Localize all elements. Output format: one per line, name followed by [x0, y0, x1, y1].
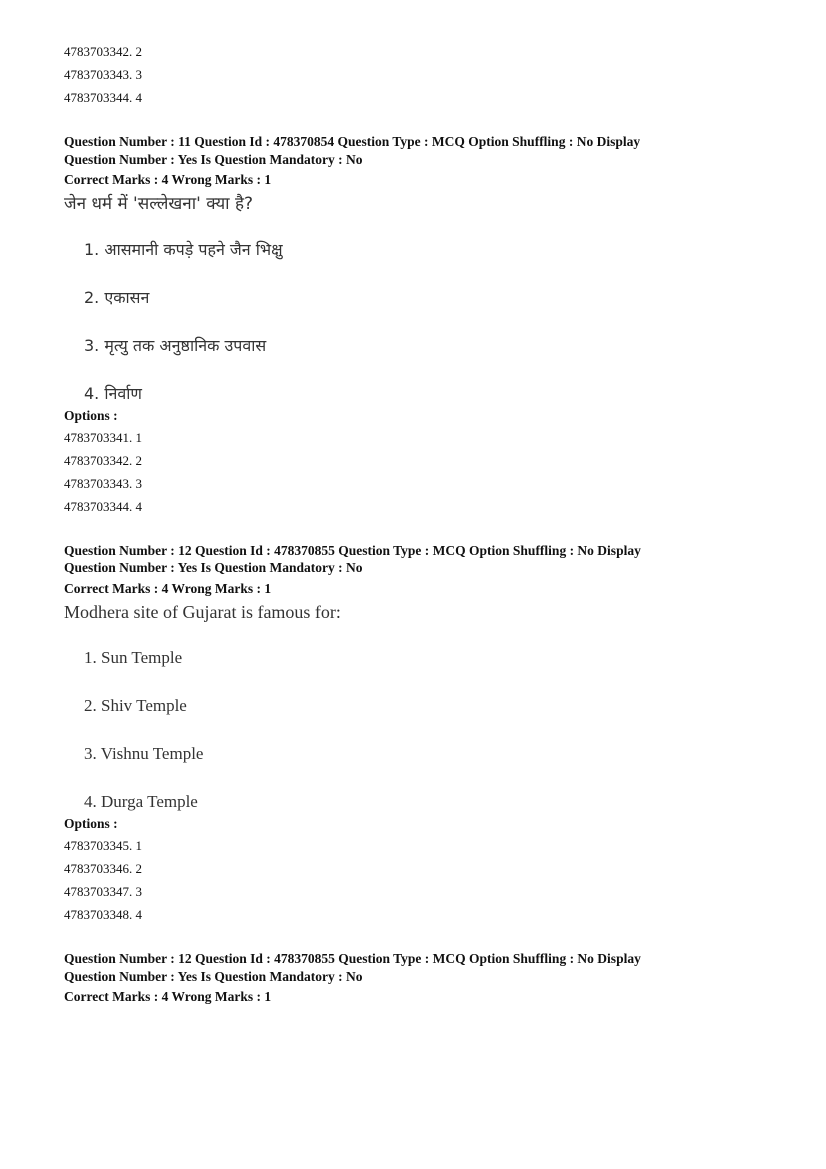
choice-item: 4. निर्वाण — [84, 383, 142, 403]
question-marks: Correct Marks : 4 Wrong Marks : 1 — [64, 172, 272, 187]
question-text: Modhera site of Gujarat is famous for: — [64, 602, 341, 622]
choice-item: 4. Durga Temple — [84, 792, 198, 811]
option-line: 4783703342. 2 — [64, 44, 142, 59]
options-list — [64, 834, 764, 926]
option-line: 4783703348. 4 — [64, 907, 142, 922]
choice-item: 1. आसमानी कपड़े पहने जैन भिक्षु — [84, 239, 283, 259]
question-meta — [64, 950, 764, 1006]
option-line: 4783703343. 3 — [64, 475, 142, 491]
option-line: 4783703343. 3 — [64, 67, 142, 82]
question-block-12 — [64, 542, 764, 927]
question-text: जेन धर्म में 'सल्लेखना' क्या है? — [64, 193, 254, 214]
choice-item: 1. Sun Temple — [84, 648, 183, 667]
option-line: 4783703344. 4 — [64, 90, 142, 105]
choice-item: 3. Vishnu Temple — [84, 744, 204, 763]
option-line: 4783703347. 3 — [64, 884, 142, 899]
question-meta — [64, 542, 764, 598]
question-meta-line-1: Question Number : 12 Question Id : 478370855 Question Type : MCQ Option Shuffling : No Display — [64, 542, 641, 558]
question-meta-line-2: Question Number : Yes Is Question Mandatory : No — [64, 968, 363, 984]
document-page — [64, 40, 764, 1006]
question-block-11 — [64, 133, 764, 518]
choices-list — [84, 238, 764, 406]
choice-item: 3. मृत्यु तक अनुष्ठानिक उपवास — [84, 335, 267, 355]
choice-item: 2. एकासन — [84, 287, 150, 307]
question-meta-line-1: Question Number : 12 Question Id : 478370855 Question Type : MCQ Option Shuffling : No Display — [64, 951, 641, 966]
option-line: 4783703345. 1 — [64, 838, 142, 853]
option-line: 4783703341. 1 — [64, 429, 142, 445]
question-block-12-repeat — [64, 950, 764, 1006]
question-marks: Correct Marks : 4 Wrong Marks : 1 — [64, 580, 272, 596]
question-marks: Correct Marks : 4 Wrong Marks : 1 — [64, 989, 272, 1004]
question-meta-line-1: Question Number : 11 Question Id : 478370854 Question Type : MCQ Option Shuffling : No Display — [64, 134, 641, 149]
question-meta-line-2: Question Number : Yes Is Question Mandatory : No — [64, 151, 363, 167]
question-meta — [64, 133, 764, 189]
question-meta-line-2: Question Number : Yes Is Question Mandatory : No — [64, 560, 363, 575]
options-label: Options : — [64, 407, 118, 423]
choice-item: 2. Shiv Temple — [84, 696, 187, 715]
top-options-list — [64, 40, 764, 109]
choices-list — [84, 646, 764, 814]
option-line: 4783703346. 2 — [64, 861, 142, 876]
options-label: Options : — [64, 816, 118, 831]
option-line: 4783703344. 4 — [64, 498, 142, 514]
options-list — [64, 426, 764, 518]
option-line: 4783703342. 2 — [64, 452, 142, 468]
